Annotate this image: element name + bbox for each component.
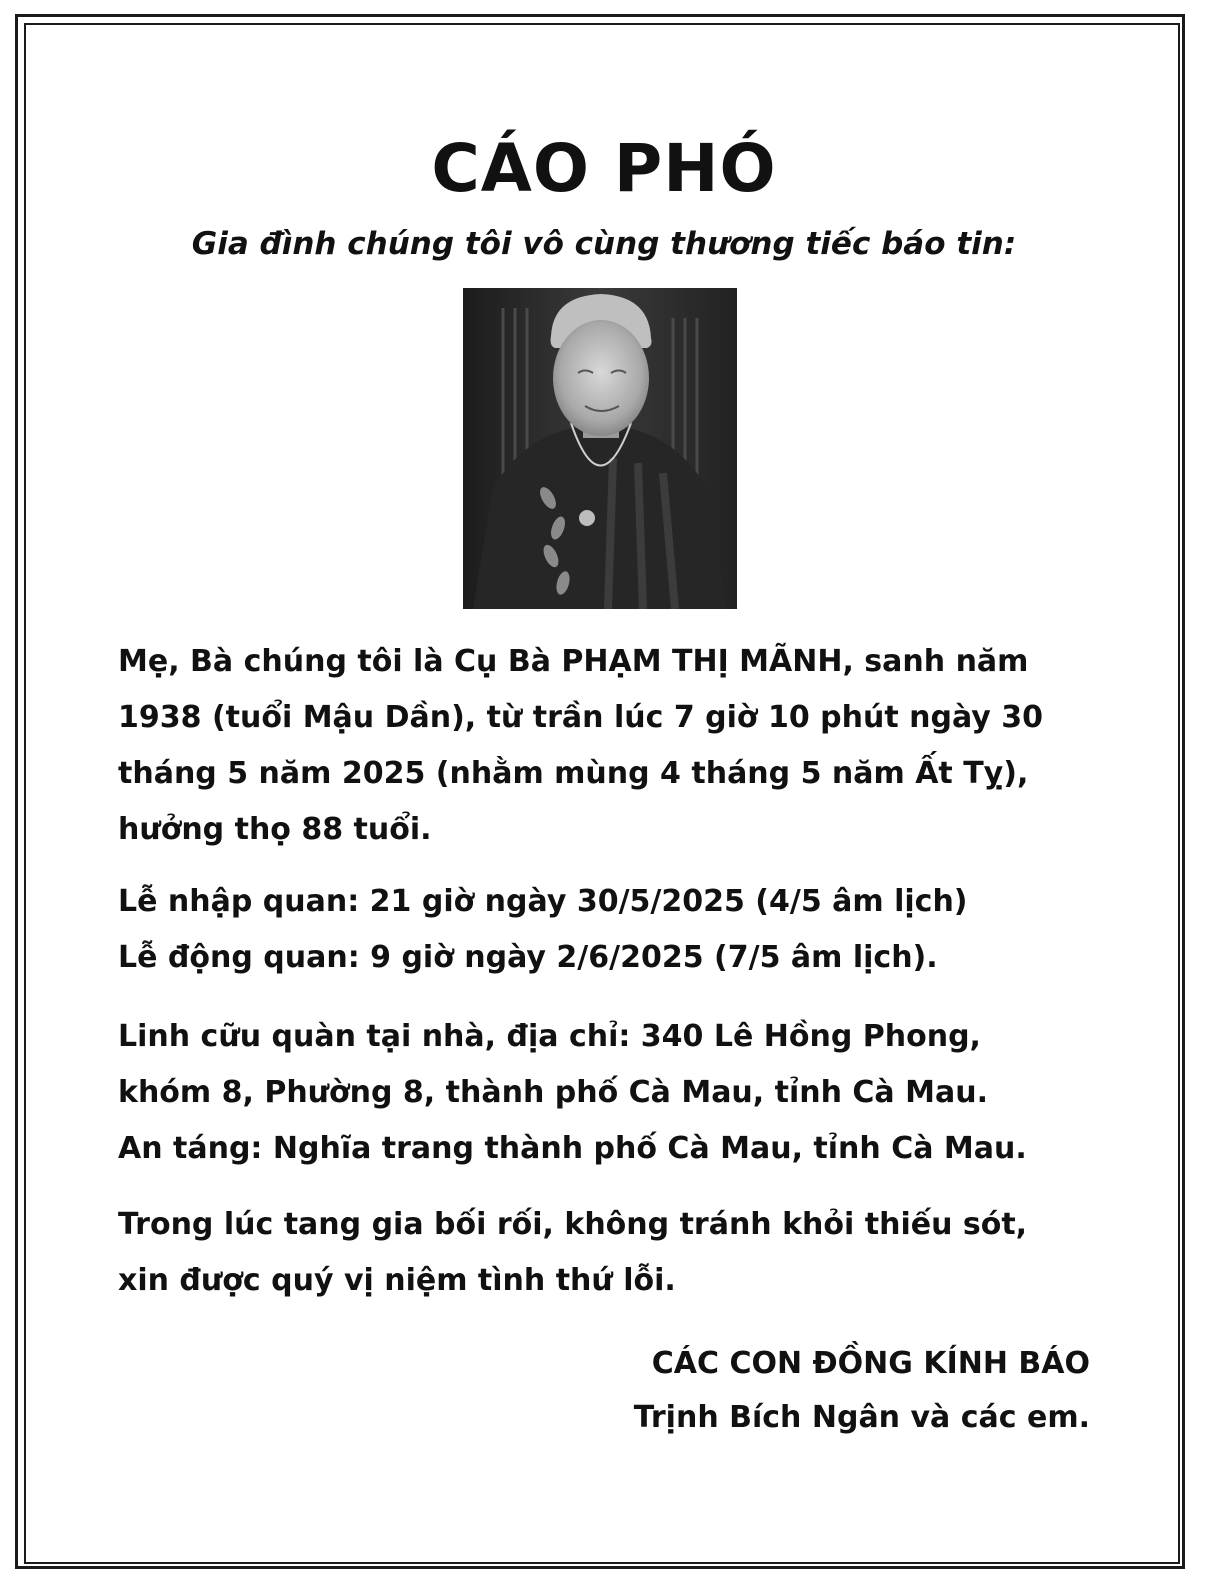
text-line: Lễ nhập quan: 21 giờ ngày 30/5/2025 (4/5 âm lịch) — [118, 884, 968, 919]
paragraph-ceremony-times — [118, 874, 1098, 986]
paragraph-announcement — [118, 634, 1098, 858]
text-line: Mẹ, Bà chúng tôi là Cụ Bà PHẠM THỊ MÃNH, sanh năm — [118, 644, 1029, 679]
paragraph-location — [118, 1009, 1098, 1177]
paragraph-apology — [118, 1197, 1098, 1309]
document-subtitle: Gia đình chúng tôi vô cùng thương tiếc báo tin: — [191, 226, 1017, 262]
text-line: tháng 5 năm 2025 (nhằm mùng 4 tháng 5 năm Ất Tỵ), — [118, 756, 1029, 791]
text-line: An táng: Nghĩa trang thành phố Cà Mau, tỉnh Cà Mau. — [118, 1131, 1027, 1166]
text-line: Trong lúc tang gia bối rối, không tránh khỏi thiếu sót, — [118, 1207, 1028, 1242]
text-line: khóm 8, Phường 8, thành phố Cà Mau, tỉnh Cà Mau. — [118, 1075, 988, 1110]
text-line: hưởng thọ 88 tuổi. — [118, 812, 432, 847]
text-line: Lễ động quan: 9 giờ ngày 2/6/2025 (7/5 âm lịch). — [118, 940, 938, 975]
portrait-photo — [463, 288, 737, 609]
text-line: Linh cữu quàn tại nhà, địa chỉ: 340 Lê Hồng Phong, — [118, 1019, 981, 1054]
portrait-photo-icon — [463, 288, 737, 609]
text-line: xin được quý vị niệm tình thứ lỗi. — [118, 1263, 676, 1298]
signature-heading: CÁC CON ĐỒNG KÍNH BÁO — [651, 1346, 1090, 1381]
document-title: CÁO PHÓ — [431, 130, 777, 207]
signature-block — [634, 1337, 1090, 1445]
signature-names: Trịnh Bích Ngân và các em. — [633, 1400, 1090, 1435]
text-line: 1938 (tuổi Mậu Dần), từ trần lúc 7 giờ 10 phút ngày 30 — [118, 700, 1044, 735]
